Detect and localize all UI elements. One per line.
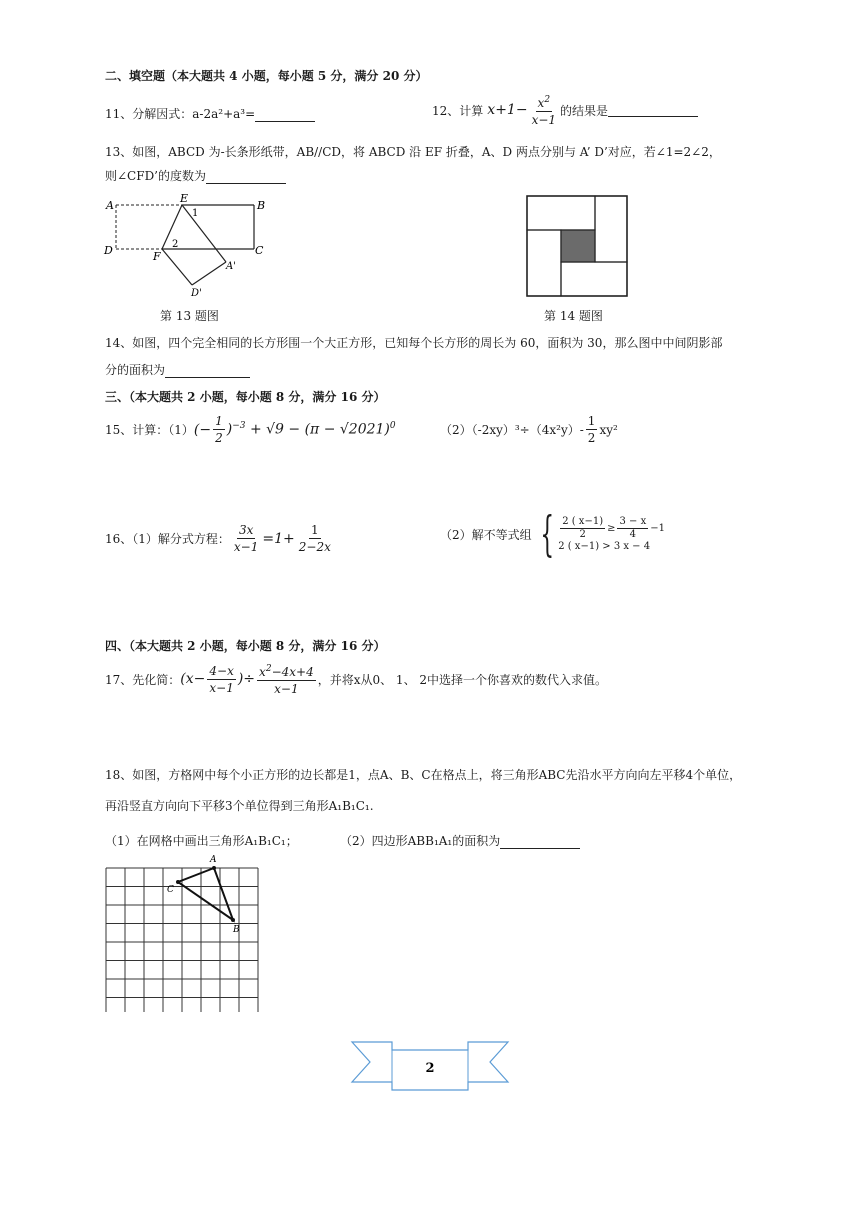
page-ribbon bbox=[350, 1040, 510, 1100]
fig13-label-D: D bbox=[104, 244, 113, 257]
point-B bbox=[231, 918, 235, 922]
question-18-line2: 再沿竖直方向向下平移3个单位得到三角形A₁B₁C₁. bbox=[105, 799, 374, 813]
question-11-text: 11、分解因式：a-2a²+a³= bbox=[105, 107, 256, 121]
fig13-label-1: 1 bbox=[192, 208, 199, 219]
question-17-suffix: ，并将x从0、 1、 2中选择一个你喜欢的数代入求值。 bbox=[317, 672, 608, 687]
question-17: 17、先化简： (x− $\frac{4-x}{x-1}$ )÷ $\frac{x^2-4x+4}{x-1}$ ，并将x从0、 1、 2中选择一个你喜欢的数代入求值。 bbox=[105, 661, 607, 697]
section-2-header: 二、填空题（本大题共 4 小题，每小题 5 分，满分 20 分） bbox=[105, 69, 428, 83]
question-12-expr: x bbox=[487, 102, 496, 118]
fig13-edge-EA' bbox=[182, 205, 226, 262]
fig13-label-2: 2 bbox=[172, 239, 179, 250]
question-15-part2: （2）（-2xy）³÷（4x²y）- $\frac{1}{2}$ xy² bbox=[440, 414, 618, 445]
fig14-shaded-center bbox=[561, 230, 595, 262]
grid-label-B: B bbox=[233, 925, 240, 935]
question-18-part2 bbox=[340, 832, 580, 849]
answer-blank-18[interactable] bbox=[500, 836, 580, 849]
figure-13-caption: 第 13 题图 bbox=[160, 309, 219, 323]
question-16-label: 16、（1）解分式方程： bbox=[105, 532, 230, 546]
question-14-line1: 14、如图，四个完全相同的长方形围一个大正方形，已知每个长方形的周长为 60，面积为 30，那么图中中间阴影部 bbox=[105, 336, 723, 350]
fig13-label-C: C bbox=[255, 244, 264, 257]
figure-14 bbox=[525, 194, 629, 298]
point-C bbox=[176, 880, 180, 884]
question-12: 12、计算 x +1− $\frac{x^2}{x-1}$ 的结果是 bbox=[432, 92, 698, 128]
fig13-label-F: F bbox=[153, 250, 161, 263]
question-13-line2-text: 则∠CFD’的度数为 bbox=[105, 169, 206, 183]
system-brace: { bbox=[540, 506, 554, 562]
question-13-line2 bbox=[105, 167, 286, 184]
grid-label-C: C bbox=[167, 885, 174, 895]
question-13-line1: 13、如图，ABCD 为-长条形纸带，AB//CD，将 ABCD 沿 EF 折叠，A、D 两点分别与 A’ D’对应，若∠1=2∠2， bbox=[105, 145, 721, 159]
question-17-label: 17、先化简： bbox=[105, 672, 181, 687]
question-12-prefix: 12、计算 bbox=[432, 103, 484, 118]
q18-grid bbox=[100, 852, 270, 1012]
figure-14-caption: 第 14 题图 bbox=[544, 309, 603, 323]
question-15-label: 15、计算：（1） bbox=[105, 423, 194, 437]
fig13-label-A-prime: A' bbox=[226, 261, 236, 272]
point-A bbox=[212, 866, 216, 870]
question-18-part2-text: （2）四边形ABB₁A₁的面积为 bbox=[340, 834, 501, 848]
question-16-part2-label: （2）解不等式组 bbox=[440, 527, 532, 542]
page-number: 2 bbox=[425, 1061, 435, 1076]
grid-lines bbox=[106, 868, 258, 1012]
question-14-line2-text: 分的面积为 bbox=[105, 363, 166, 377]
question-16-part2 bbox=[440, 506, 665, 562]
question-15-part2-suffix: xy² bbox=[599, 422, 618, 437]
fig13-label-E: E bbox=[180, 192, 189, 205]
figure-13 bbox=[100, 192, 280, 300]
question-18-part1: （1）在网格中画出三角形A₁B₁C₁； bbox=[105, 834, 298, 848]
fig13-edge-FD' bbox=[162, 249, 192, 285]
question-12-fraction: $\frac{x^2}{x-1}$ bbox=[530, 92, 558, 128]
answer-blank-14[interactable] bbox=[165, 365, 250, 378]
question-14-line2 bbox=[105, 361, 250, 378]
answer-blank-12[interactable] bbox=[608, 104, 698, 117]
inequality-system: $\frac{2 ( x-1)}{2}$ ≥ $\frac{3 - x}{4}$ −1 2 ( x−1) > 3 x − 4 bbox=[558, 516, 665, 552]
section-3-header: 三、（本大题共 2 小题，每小题 8 分，满分 16 分） bbox=[105, 390, 386, 404]
question-15-part2-prefix: （2）（-2xy）³÷（4x²y）- bbox=[440, 423, 584, 437]
fig13-label-D-prime: D' bbox=[191, 288, 202, 299]
question-16-part1: 16、（1）解分式方程： $\frac{3x}{x-1}$ =1+ $\frac{1}{2-2x}$ bbox=[105, 523, 331, 554]
fig13-label-A: A bbox=[106, 199, 114, 212]
answer-blank-13[interactable] bbox=[206, 171, 286, 184]
grid-label-A: A bbox=[210, 855, 217, 865]
question-12-suffix: 的结果是 bbox=[560, 103, 609, 118]
answer-blank-11[interactable] bbox=[255, 109, 315, 122]
fig13-edge-D'A' bbox=[192, 262, 226, 285]
fig13-label-B: B bbox=[257, 199, 266, 212]
triangle-ABC bbox=[178, 868, 233, 920]
question-15-part1: 15、计算：（1） (− $\frac{1}{2}$ )$^{-3} + √9 - (\pi - √2021)^0$ bbox=[105, 414, 396, 445]
question-18-line1: 18、如图，方格网中每个小正方形的边长都是1，点A、B、C在格点上，将三角形ABC先沿水平方向向左平移4个单位， bbox=[105, 768, 742, 782]
section-4-header: 四、（本大题共 2 小题，每小题 8 分，满分 16 分） bbox=[105, 639, 386, 653]
question-11 bbox=[105, 105, 315, 122]
